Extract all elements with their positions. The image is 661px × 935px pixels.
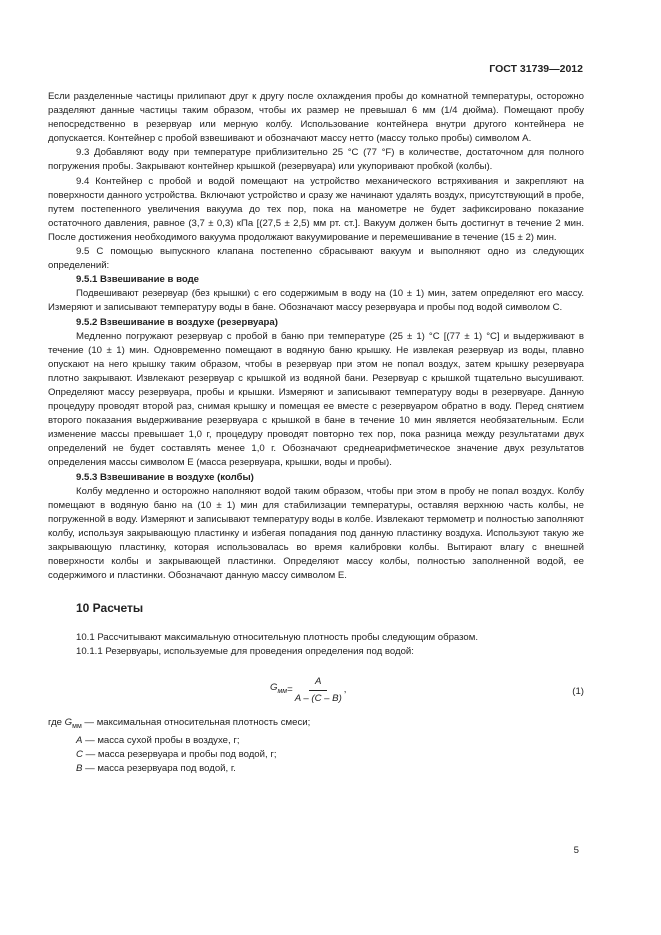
standard-header: ГОСТ 31739—2012: [489, 63, 583, 75]
definition-a: A — масса сухой пробы в воздухе, г;: [76, 734, 240, 746]
paragraph-9-5: 9.5 С помощью выпускного клапана постепенно сбрасывают вакуум и выполняют одно из следующих определений:: [48, 246, 584, 272]
page-number: 5: [573, 845, 579, 856]
definition-b: B — масса резервуара под водой, г.: [76, 762, 236, 774]
paragraph-10-1: 10.1 Рассчитывают максимальную относительную плотность пробы следующим образом.: [76, 632, 479, 644]
section-10-heading: 10 Расчеты: [76, 601, 144, 616]
paragraph-continuation: Если разделенные частицы прилипают друг к другу после охлаждения пробы до комнатной температуры, осторожно разделяют данные частицы таким образом, чтобы их размер не превышал 6 мм (1/4 дюйма). Помещают пробу непосредственно в резервуар или мерную колбу. Использование контейнера внутри другого контейнера не допускается. Контейнер с пробой взвешивают и обозначают массу нетто (массу только пробы) символом А.: [48, 91, 584, 145]
paragraph-9-5-1: Подвешивают резервуар (без крышки) с его содержимым в воду на (10 ± 1) мин, затем определяют его массу. Измеряют и записывают температуру воды в бане. Обозначают массу резервуара и пробы под водой символом С.: [48, 288, 584, 314]
paragraph-10-1-1: 10.1.1 Резервуары, используемые для проведения определения под водой:: [76, 646, 414, 658]
formula-numerator: A: [309, 675, 327, 691]
paragraph-9-4: 9.4 Контейнер с пробой и водой помещают на устройство механического встряхивания и закрепляют на поверхности данного устройства. Включают устройство и сразу же начинают удалять воздух, присутствующий в пробе, путем постепенного увеличения вакуума до тех пор, пока на манометре не будет зафиксировано показание остаточного давления, равное (3,7 ± 0,3) кПа [(27,5 ± 2,5) мм рт. ст.]. Вакуум должен быть достигнут в течение 2 мин. После достижения необходимого вакуума продолжают вакуумирование и перемешивание в течение (15 ± 2) мин.: [48, 175, 584, 243]
definitions-list: [48, 716, 584, 776]
heading-9-5-3: 9.5.3 Взвешивание в воздухе (колбы): [76, 471, 254, 483]
formula-1: [48, 672, 584, 714]
formula-trail: ,: [343, 684, 347, 696]
definition-c: C — масса резервуара и пробы под водой, г;: [76, 748, 277, 760]
formula-number: (1): [572, 685, 584, 697]
formula-fraction: [295, 675, 342, 706]
formula-equals: =: [287, 684, 293, 696]
formula-denominator: A – (C – B): [294, 692, 342, 704]
formula-lhs: $G_{мм}$: [270, 682, 288, 696]
paragraph-9-5-2: Медленно погружают резервуар с пробой в баню при температуре (25 ± 1) °С [(77 ± 1) °С] и выдерживают в течение (10 ± 1) мин. Одновременно помещают в водяную баню крышку. Не извлекая резервуар из воды, плавно опускают на него крышку таким образом, чтобы в резервуар при этом не попал воздух, затем крышку резервуара плотно закрывают. Извлекают резервуар с крышкой из водяной бани. Резервуар с крышкой тщательно высушивают. Определяют массу резервуара, пробы и крышки. Измеряют и записывают температуру воды в резервуаре. Данную процедуру проводят второй раз, снимая крышку и помещая ее вместе с резервуаром обратно в воду. Перед снятием второго показания выдерживание резервуара с крышкой в бане в течение 10 мин является необязательным. Если изменение массы превышает 1,0 г, процедуру проводят повторно тех пор, пока разница между результатами двух определений не будет составлять менее 1,0 г. Обозначают среднеарифметическое значение двух результатов определения массы символом Е (масса резервуара, крышки, воды и пробы).: [48, 330, 584, 469]
heading-9-5-2: 9.5.2 Взвешивание в воздухе (резервуара): [76, 316, 278, 328]
formula-expression: [270, 675, 346, 706]
paragraph-9-3: 9.3 Добавляют воду при температуре приблизительно 25 °С (77 °F) в количестве, достаточном для полного погружения пробы. Закрывают контейнер крышкой (резервуара) или укупоривают пробкой (колбы).: [48, 147, 584, 173]
paragraph-9-5-3: Колбу медленно и осторожно наполняют водой таким образом, чтобы при этом в пробу не попал воздух. Колбу помещают в водяную баню на (10 ± 1) мин для стабилизации температуры, оставляя верхнюю часть колбы, не погруженной в воду. Измеряют и записывают температуру воды в колбе. Извлекают термометр и полностью заполняют колбу, используя закрывающую пластинку и избегая попадания под данную пластинку воздуха. Используют такую же закрывающую пластинку, которая использовалась во время калибровки колбы. Вытирают влагу с внешней поверхности колбы и закрывающей пластинки. Определяют массу колбы, полностью заполненной водой, ее содержимого и пластинки. Обозначают данную массу символом Е.: [48, 485, 584, 582]
heading-9-5-1: 9.5.1 Взвешивание в воде: [76, 274, 199, 286]
definition-g: где $G_{мм}$ — максимальная относительная плотность смеси;: [48, 716, 311, 730]
document-body: [48, 90, 584, 776]
